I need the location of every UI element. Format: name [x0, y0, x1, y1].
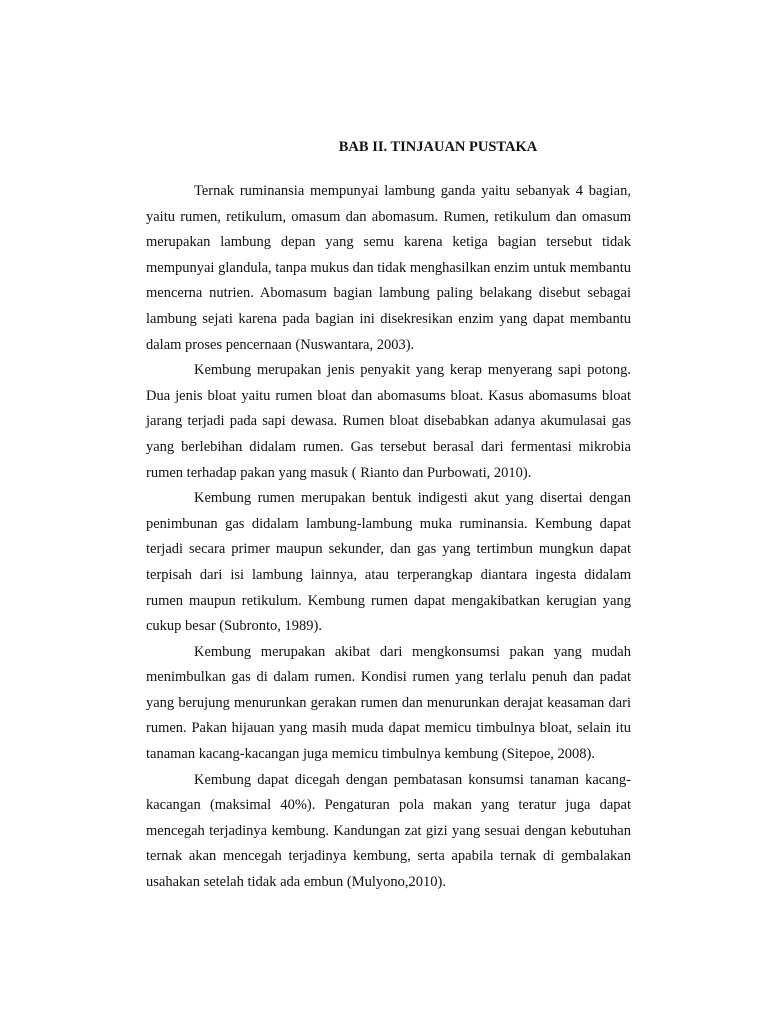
paragraph-2: Kembung merupakan jenis penyakit yang kerap menyerang sapi potong. Dua jenis bloat yaitu rumen bloat dan abomasums bloat. Kasus abomasums bloat jarang terjadi pada sapi dewasa. Rumen bloat disebabkan adanya akumulasai gas yang berlebihan didalam rumen. Gas tersebut berasal dari fermentasi mikrobia rumen terhadap pakan yang masuk ( Rianto dan Purbowati, 2010). — [146, 362, 631, 481]
paragraph-3: Kembung rumen merupakan bentuk indigesti akut yang disertai dengan penimbunan gas didalam lambung-lambung muka ruminansia. Kembung dapat terjadi secara primer maupun sekunder, dan gas yang tertimbun mungkun dapat terpisah dari isi lambung lainnya, atau terperangkap diantara ingesta didalam rumen maupun retikulum. Kembung rumen dapat mengakibatkan kerugian yang cukup besar (Subronto, 1989). — [146, 490, 631, 635]
paragraph-5: Kembung dapat dicegah dengan pembatasan konsumsi tanaman kacang-kacangan (maksimal 40%). Pengaturan pola makan yang teratur juga dapat mencegah terjadinya kembung. Kandungan zat gizi yang sesuai dengan kebutuhan ternak akan mencegah terjadinya kembung, serta apabila ternak di gembalakan usahakan setelah tidak ada embun (Mulyono,2010). — [146, 771, 631, 891]
body-text — [146, 179, 631, 896]
paragraph-1: Ternak ruminansia mempunyai lambung ganda yaitu sebanyak 4 bagian, yaitu rumen, retikulum, omasum dan abomasum. Rumen, retikulum dan omasum merupakan lambung depan yang semu karena ketiga bagian tersebut tidak mempunyai glandula, tanpa mukus dan tidak menghasilkan enzim untuk membantu mencerna nutrien. Abomasum bagian lambung paling belakang disebut sebagai lambung sejati karena pada bagian ini disekresikan enzim yang dapat membantu dalam proses pencernaan (Nuswantara, 2003). — [146, 183, 631, 353]
paragraph-4: Kembung merupakan akibat dari mengkonsumsi pakan yang mudah menimbulkan gas di dalam rumen. Kondisi rumen yang terlalu penuh dan padat yang berujung menurunkan gerakan rumen dan menurunkan derajat keasaman dari rumen. Pakan hijauan yang masih muda dapat memicu timbulnya bloat, selain itu tanaman kacang-kacangan juga memicu timbulnya kembung (Sitepoe, 2008). — [146, 643, 631, 763]
chapter-heading: BAB II. TINJAUAN PUSTAKA — [338, 139, 538, 155]
